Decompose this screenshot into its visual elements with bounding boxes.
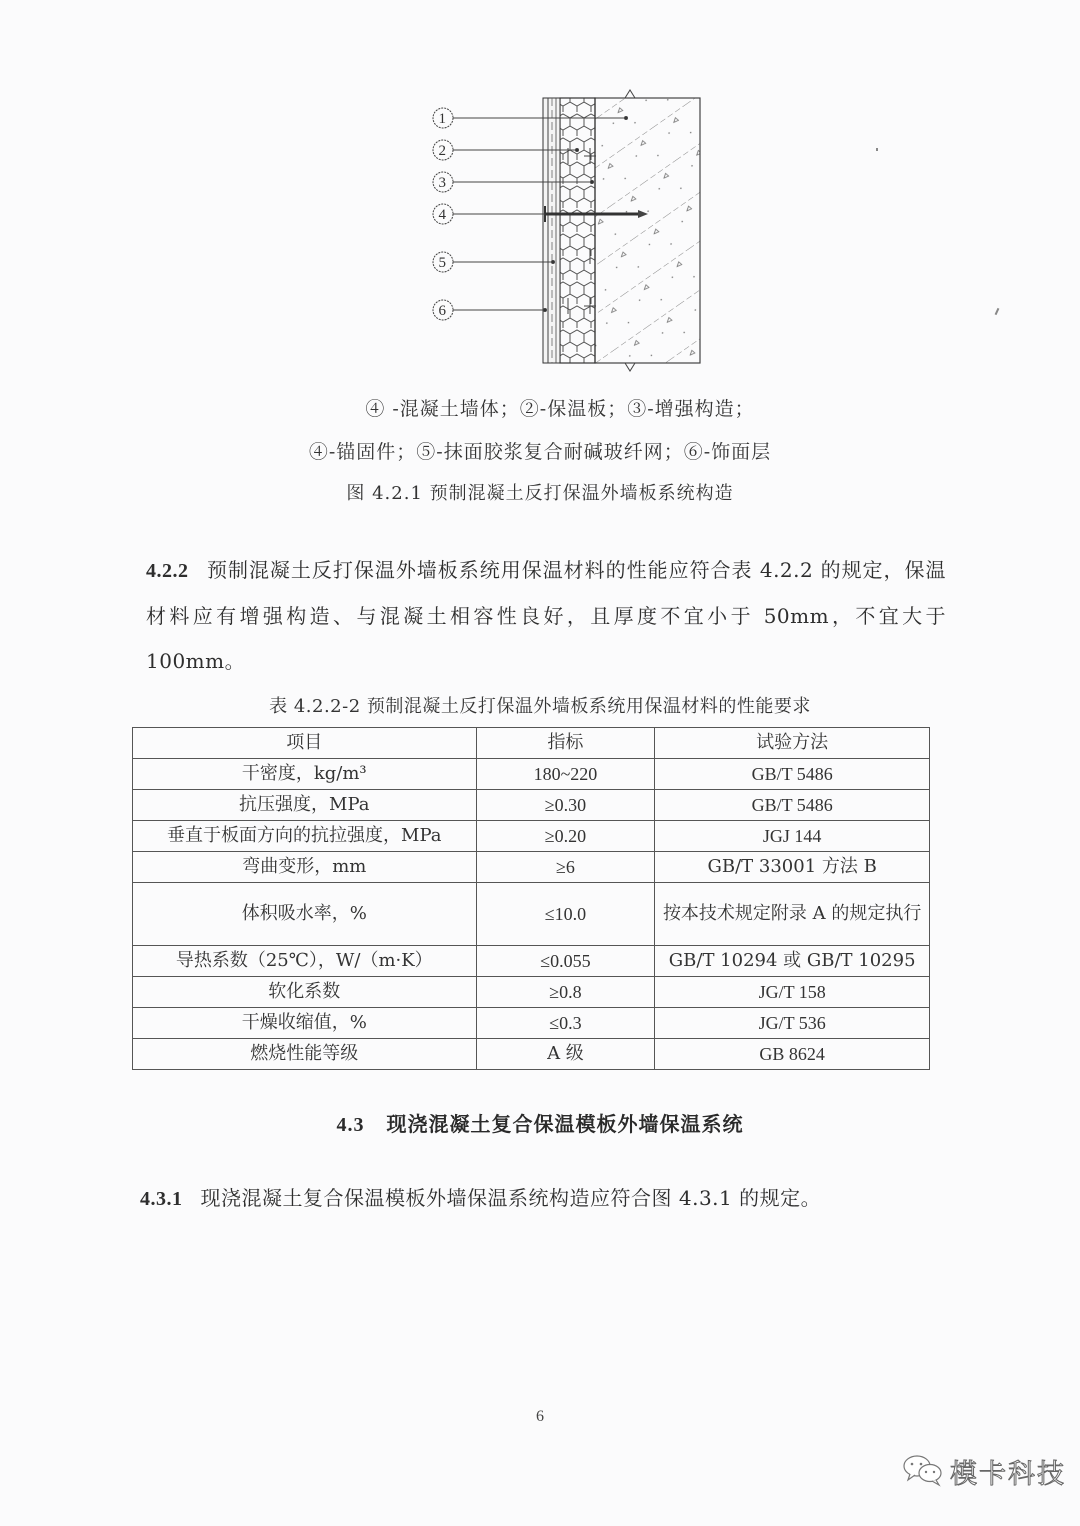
figure-legend-line-2: ④-锚固件；⑤-抹面胶浆复合耐碱玻纤网；⑥-饰面层 (308, 441, 772, 463)
wechat-icon (902, 1453, 944, 1491)
clause-number: 4.2.2 (146, 560, 189, 582)
cell-item: 垂直于板面方向的抗拉强度，MPa (133, 821, 477, 852)
svg-text:2: 2 (438, 143, 446, 159)
cell-value: ≤10.0 (476, 883, 655, 946)
cell-item: 干燥收缩值，% (133, 1008, 477, 1039)
cell-item: 燃烧性能等级 (133, 1039, 477, 1070)
section-heading-4-3 (0, 1108, 1080, 1137)
cell-method: GB 8624 (655, 1039, 930, 1070)
svg-text:5: 5 (438, 255, 446, 271)
cell-item: 弯曲变形，mm (133, 852, 477, 883)
table-title: 表 4.2.2-2 预制混凝土反打保温外墙板系统用保温材料的性能要求 (269, 696, 811, 717)
figure-title: 图 4.2.1 预制混凝土反打保温外墙板系统构造 (346, 483, 734, 504)
cell-method: GB/T 33001 方法 B (655, 852, 930, 883)
watermark (902, 1452, 1066, 1491)
cell-value: ≥0.30 (476, 790, 655, 821)
cell-value: ≤0.3 (476, 1008, 655, 1039)
cell-item: 软化系数 (133, 977, 477, 1008)
cell-value: A 级 (476, 1039, 655, 1070)
cell-item: 导热系数（25℃），W/（m·K） (133, 946, 477, 977)
cell-item: 抗压强度，MPa (133, 790, 477, 821)
table-row (133, 821, 930, 852)
spec-table (132, 727, 930, 1070)
clause-number: 4.3.1 (140, 1188, 183, 1210)
svg-text:1: 1 (438, 111, 446, 127)
clause-text: 预制混凝土反打保温外墙板系统用保温材料的性能应符合表 4.2.2 的规定，保温材料应有增强构造、与混凝土相容性良好，且厚度不宜小于 50mm，不宜大于 100mm。 (146, 558, 946, 673)
header-value: 指标 (476, 728, 655, 759)
clause-4-2-2 (146, 548, 946, 684)
table-header-row (133, 728, 930, 759)
cell-value: ≥0.8 (476, 977, 655, 1008)
scan-speck (876, 148, 878, 151)
section-number: 4.3 (336, 1114, 365, 1136)
svg-text:3: 3 (438, 175, 446, 191)
svg-text:4: 4 (438, 207, 446, 223)
header-method: 试验方法 (655, 728, 930, 759)
figure-legend-line-1: ④ -混凝土墙体；②-保温板；③-增强构造； (365, 398, 755, 420)
cell-method: JGJ 144 (655, 821, 930, 852)
cell-method: GB/T 10294 或 GB/T 10295 (655, 946, 930, 977)
cell-method: 按本技术规定附录 A 的规定执行 (655, 883, 930, 946)
page-number: 6 (536, 1408, 544, 1425)
cell-value: ≤0.055 (476, 946, 655, 977)
table-row (133, 852, 930, 883)
cell-value: 180~220 (476, 759, 655, 790)
table-row (133, 883, 930, 946)
cell-method: JG/T 536 (655, 1008, 930, 1039)
cell-method: GB/T 5486 (655, 790, 930, 821)
clause-text: 现浇混凝土复合保温模板外墙保温系统构造应符合图 4.3.1 的规定。 (200, 1186, 822, 1210)
cell-item: 干密度，kg/m³ (133, 759, 477, 790)
watermark-text: 模卡科技 (950, 1459, 1066, 1490)
svg-text:6: 6 (438, 303, 446, 319)
cell-value: ≥0.20 (476, 821, 655, 852)
cell-item: 体积吸水率，% (133, 883, 477, 946)
section-title: 现浇混凝土复合保温模板外墙保温系统 (386, 1112, 744, 1136)
table-row (133, 790, 930, 821)
cell-method: GB/T 5486 (655, 759, 930, 790)
table-row (133, 1039, 930, 1070)
table-row (133, 977, 930, 1008)
table-row (133, 759, 930, 790)
cell-value: ≥6 (476, 852, 655, 883)
scan-speck (995, 308, 1000, 315)
cell-method: JG/T 158 (655, 977, 930, 1008)
header-item: 项目 (133, 728, 477, 759)
table-row (133, 1008, 930, 1039)
table-row (133, 946, 930, 977)
wall-construction-diagram (430, 88, 720, 378)
clause-4-3-1 (140, 1176, 940, 1222)
